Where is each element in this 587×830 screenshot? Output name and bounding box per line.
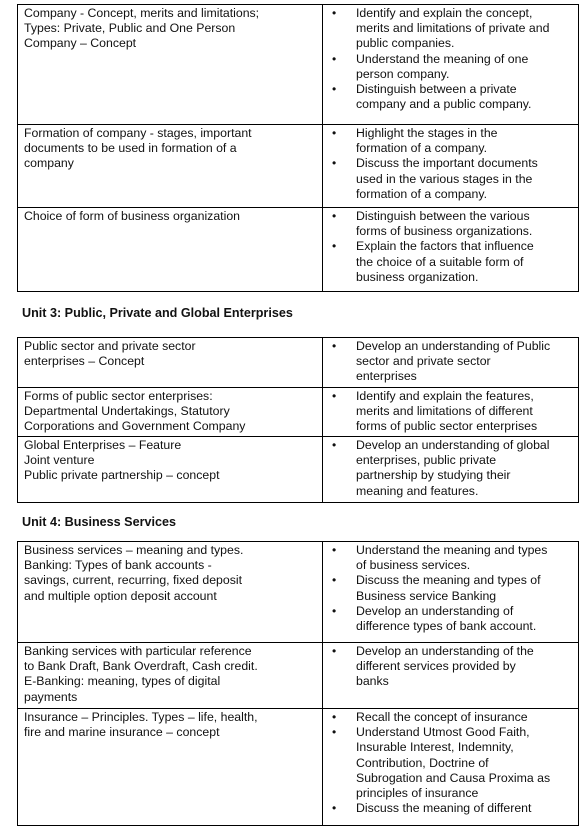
outcome-list xyxy=(327,438,574,499)
topic-cell xyxy=(18,208,323,292)
topic-line: fire and marine insurance – concept xyxy=(24,725,220,740)
table-row xyxy=(18,5,579,125)
outcome-line: • Discuss the important documents xyxy=(356,156,538,171)
topic-line: Business services – meaning and types. xyxy=(24,543,244,557)
unit-4-table xyxy=(17,541,579,826)
topic-cell xyxy=(18,709,323,826)
topic-line: Corporations and Government Company xyxy=(24,419,246,434)
topic-line: Departmental Undertakings, Statutory xyxy=(24,404,230,419)
outcome-item xyxy=(327,209,574,239)
outcome-line: • Develop an understanding of global xyxy=(356,438,550,452)
topic-line: Forms of public sector enterprises: xyxy=(24,389,213,403)
topic-cell xyxy=(18,338,323,388)
outcome-list xyxy=(327,6,574,112)
unit-4-heading: Unit 4: Business Services xyxy=(22,515,176,529)
outcome-line: Business service Banking xyxy=(356,588,497,603)
table-row xyxy=(18,208,579,292)
outcome-line: Contribution, Doctrine of xyxy=(356,755,489,770)
outcome-line: • Develop an understanding of the xyxy=(356,644,534,658)
outcome-line: of business services. xyxy=(356,558,471,573)
outcome-item xyxy=(327,543,574,573)
table-row xyxy=(18,388,579,437)
topic-line: savings, current, recurring, fixed deposit xyxy=(24,573,243,588)
topic-line: and multiple option deposit account xyxy=(24,588,217,603)
outcome-item xyxy=(327,339,574,385)
outcome-cell xyxy=(323,542,579,643)
topic-cell xyxy=(18,388,323,437)
outcome-line: sector and private sector xyxy=(356,354,491,369)
outcome-list xyxy=(327,389,574,435)
topic-line: company xyxy=(24,156,74,171)
outcome-list xyxy=(327,543,574,634)
topic-line: Public private partnership – concept xyxy=(24,468,220,483)
table-row xyxy=(18,643,579,709)
outcome-cell xyxy=(323,338,579,388)
table-row xyxy=(18,125,579,208)
topic-cell xyxy=(18,125,323,208)
outcome-line: used in the various stages in the xyxy=(356,171,533,186)
topic-line: to Bank Draft, Bank Overdraft, Cash credit. xyxy=(24,659,258,674)
outcome-item xyxy=(327,389,574,435)
unit-2-table xyxy=(17,4,579,292)
outcome-item xyxy=(327,725,574,801)
unit-3-heading: Unit 3: Public, Private and Global Enterprises xyxy=(22,306,293,320)
outcome-line: principles of insurance xyxy=(356,786,479,801)
outcome-line: the choice of a suitable form of xyxy=(356,254,524,269)
outcome-line: • Understand Utmost Good Faith, xyxy=(356,725,530,740)
outcome-line: • Identify and explain the concept, xyxy=(356,6,533,20)
outcome-line: enterprises, public private xyxy=(356,453,497,468)
outcome-item xyxy=(327,239,574,285)
outcome-line: • Distinguish between a private xyxy=(356,82,517,97)
topic-line: Global Enterprises – Feature xyxy=(24,438,182,452)
outcome-line: public companies. xyxy=(356,36,455,51)
outcome-line: Insurable Interest, Indemnity, xyxy=(356,740,514,755)
outcome-line: • Identify and explain the features, xyxy=(356,389,534,403)
outcome-line: partnership by studying their xyxy=(356,468,511,483)
outcome-item xyxy=(327,710,574,725)
topic-cell xyxy=(18,5,323,125)
outcome-line: enterprises xyxy=(356,369,417,384)
outcome-line: • Recall the concept of insurance xyxy=(356,710,528,724)
outcome-item xyxy=(327,801,574,816)
outcome-cell xyxy=(323,5,579,125)
outcome-line: formation of a company. xyxy=(356,141,488,156)
topic-line: enterprises – Concept xyxy=(24,354,145,369)
outcome-line: • Explain the factors that influence xyxy=(356,239,534,254)
outcome-item xyxy=(327,82,574,112)
table-row xyxy=(18,338,579,388)
outcome-list xyxy=(327,209,574,285)
outcome-line: difference types of bank account. xyxy=(356,619,537,634)
outcome-line: • Highlight the stages in the xyxy=(356,126,498,140)
outcome-item xyxy=(327,126,574,156)
topic-cell xyxy=(18,437,323,503)
topic-line: Joint venture xyxy=(24,453,95,468)
topic-line: documents to be used in formation of a xyxy=(24,141,237,156)
outcome-list xyxy=(327,126,574,202)
outcome-line: • Understand the meaning of one xyxy=(356,51,529,66)
outcome-cell xyxy=(323,388,579,437)
outcome-list xyxy=(327,710,574,816)
outcome-line: different services provided by xyxy=(356,659,516,674)
outcome-list xyxy=(327,644,574,690)
topic-line: Insurance – Principles. Types – life, health, xyxy=(24,710,258,724)
topic-line: Choice of form of business organization xyxy=(24,209,240,223)
outcome-item xyxy=(327,52,574,82)
outcome-item xyxy=(327,6,574,52)
outcome-line: meaning and features. xyxy=(356,483,479,498)
outcome-line: formation of a company. xyxy=(356,186,488,201)
topic-line: Banking: Types of bank accounts - xyxy=(24,558,212,573)
topic-line: Banking services with particular reference xyxy=(24,644,252,658)
topic-line: Public sector and private sector xyxy=(24,339,196,353)
unit-3-table xyxy=(17,337,579,503)
outcome-line: • Understand the meaning and types xyxy=(356,543,548,557)
table-row xyxy=(18,709,579,826)
outcome-line: business organization. xyxy=(356,269,479,284)
outcome-line: banks xyxy=(356,674,389,689)
outcome-line: merits and limitations of different xyxy=(356,404,533,419)
outcome-item xyxy=(327,438,574,499)
outcome-list xyxy=(327,339,574,385)
outcome-line: Subrogation and Causa Proxima as xyxy=(356,770,551,785)
outcome-line: • Develop an understanding of Public xyxy=(356,339,551,353)
outcome-cell xyxy=(323,709,579,826)
topic-line: E-Banking: meaning, types of digital xyxy=(24,674,221,689)
outcome-line: person company. xyxy=(356,66,450,81)
outcome-line: forms of business organizations. xyxy=(356,224,533,239)
outcome-line: • Distinguish between the various xyxy=(356,209,530,223)
table-row xyxy=(18,542,579,643)
outcome-line: • Discuss the meaning of different xyxy=(356,801,532,816)
topic-line: Company – Concept xyxy=(24,36,137,51)
outcome-line: merits and limitations of private and xyxy=(356,21,550,36)
outcome-item xyxy=(327,156,574,202)
topic-cell xyxy=(18,542,323,643)
outcome-line: forms of public sector enterprises xyxy=(356,419,538,434)
topic-cell xyxy=(18,643,323,709)
table-row xyxy=(18,437,579,503)
outcome-cell xyxy=(323,208,579,292)
outcome-item xyxy=(327,604,574,634)
outcome-line: • Develop an understanding of xyxy=(356,603,514,618)
topic-line: Company - Concept, merits and limitations; xyxy=(24,6,260,20)
outcome-line: company and a public company. xyxy=(356,97,532,112)
outcome-cell xyxy=(323,643,579,709)
outcome-item xyxy=(327,573,574,603)
topic-line: Formation of company - stages, important xyxy=(24,126,252,140)
topic-line: Types: Private, Public and One Person xyxy=(24,21,236,36)
outcome-item xyxy=(327,644,574,690)
outcome-cell xyxy=(323,125,579,208)
outcome-cell xyxy=(323,437,579,503)
outcome-line: • Discuss the meaning and types of xyxy=(356,573,541,588)
topic-line: payments xyxy=(24,689,78,704)
